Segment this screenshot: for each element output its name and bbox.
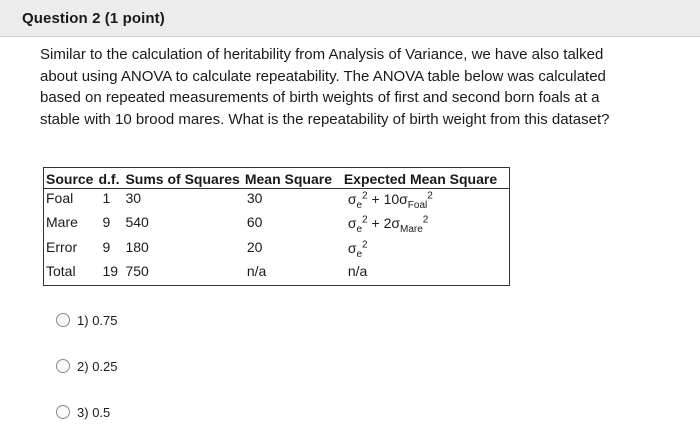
table-row-total bbox=[44, 262, 510, 286]
cell-ms: 20 bbox=[246, 238, 263, 255]
cell-ss: 540 bbox=[125, 214, 149, 231]
header-source: Source bbox=[44, 168, 97, 189]
cell-df: 9 bbox=[102, 214, 111, 231]
cell-ss: 180 bbox=[125, 238, 149, 255]
cell-df: 19 bbox=[102, 263, 119, 280]
cell-ss: 750 bbox=[125, 263, 149, 280]
radio-icon[interactable] bbox=[56, 405, 70, 419]
question-title: Question 2 (1 point) bbox=[22, 10, 165, 27]
table-row-mare bbox=[44, 213, 510, 237]
cell-ems bbox=[342, 238, 510, 262]
question-header bbox=[0, 0, 700, 37]
header-df: d.f. bbox=[96, 168, 123, 189]
option-label: 2) 0.25 bbox=[77, 358, 118, 374]
cell-ms: 30 bbox=[246, 190, 263, 206]
radio-icon[interactable] bbox=[56, 359, 70, 373]
cell-ss: 30 bbox=[125, 190, 142, 206]
question-text: Similar to the calculation of heritability from Analysis of Variance, we have also talked about using ANOVA to calculate repeatability. The ANOVA table below was calculated based on repeated measurements of birth weights of first and second born foals at a stable with 10 brood mares. What is the repeatability of birth weight from this dataset? bbox=[40, 46, 610, 128]
ems-mare-formula: $\sigma_e^2 + 2\sigma_{Mare}^2$ bbox=[347, 214, 429, 235]
radio-icon[interactable] bbox=[56, 313, 70, 327]
table-row-error bbox=[44, 238, 510, 262]
cell-ems bbox=[342, 189, 510, 214]
cell-ms: 60 bbox=[246, 214, 263, 231]
cell-source: Foal bbox=[46, 190, 74, 206]
ems-foal-formula: $\sigma_e^2 + 10\sigma_{Foal}^2$ bbox=[347, 190, 433, 211]
cell-source: Mare bbox=[46, 214, 78, 231]
header-expected-mean-square: Expected Mean Square bbox=[342, 168, 510, 189]
cell-source: Total bbox=[46, 263, 76, 280]
anova-table bbox=[43, 167, 510, 286]
cell-ems: n/a bbox=[347, 263, 368, 280]
cell-source: Error bbox=[46, 238, 78, 255]
option-label: 1) 0.75 bbox=[77, 312, 118, 328]
table-row-foal bbox=[44, 189, 510, 214]
cell-ems bbox=[342, 213, 510, 237]
option-3[interactable] bbox=[56, 402, 118, 422]
cell-ms: n/a bbox=[246, 263, 267, 280]
option-2[interactable] bbox=[56, 356, 118, 376]
cell-df: 1 bbox=[102, 190, 111, 206]
option-label: 3) 0.5 bbox=[77, 404, 111, 420]
table-header-row bbox=[44, 168, 510, 189]
answer-options bbox=[56, 310, 118, 448]
option-1[interactable] bbox=[56, 310, 118, 330]
cell-df: 9 bbox=[102, 238, 111, 255]
header-sums-of-squares: Sums of Squares bbox=[123, 168, 242, 189]
header-mean-square: Mean Square bbox=[243, 168, 342, 189]
ems-error-formula: $\sigma_e^2$ bbox=[347, 238, 368, 260]
